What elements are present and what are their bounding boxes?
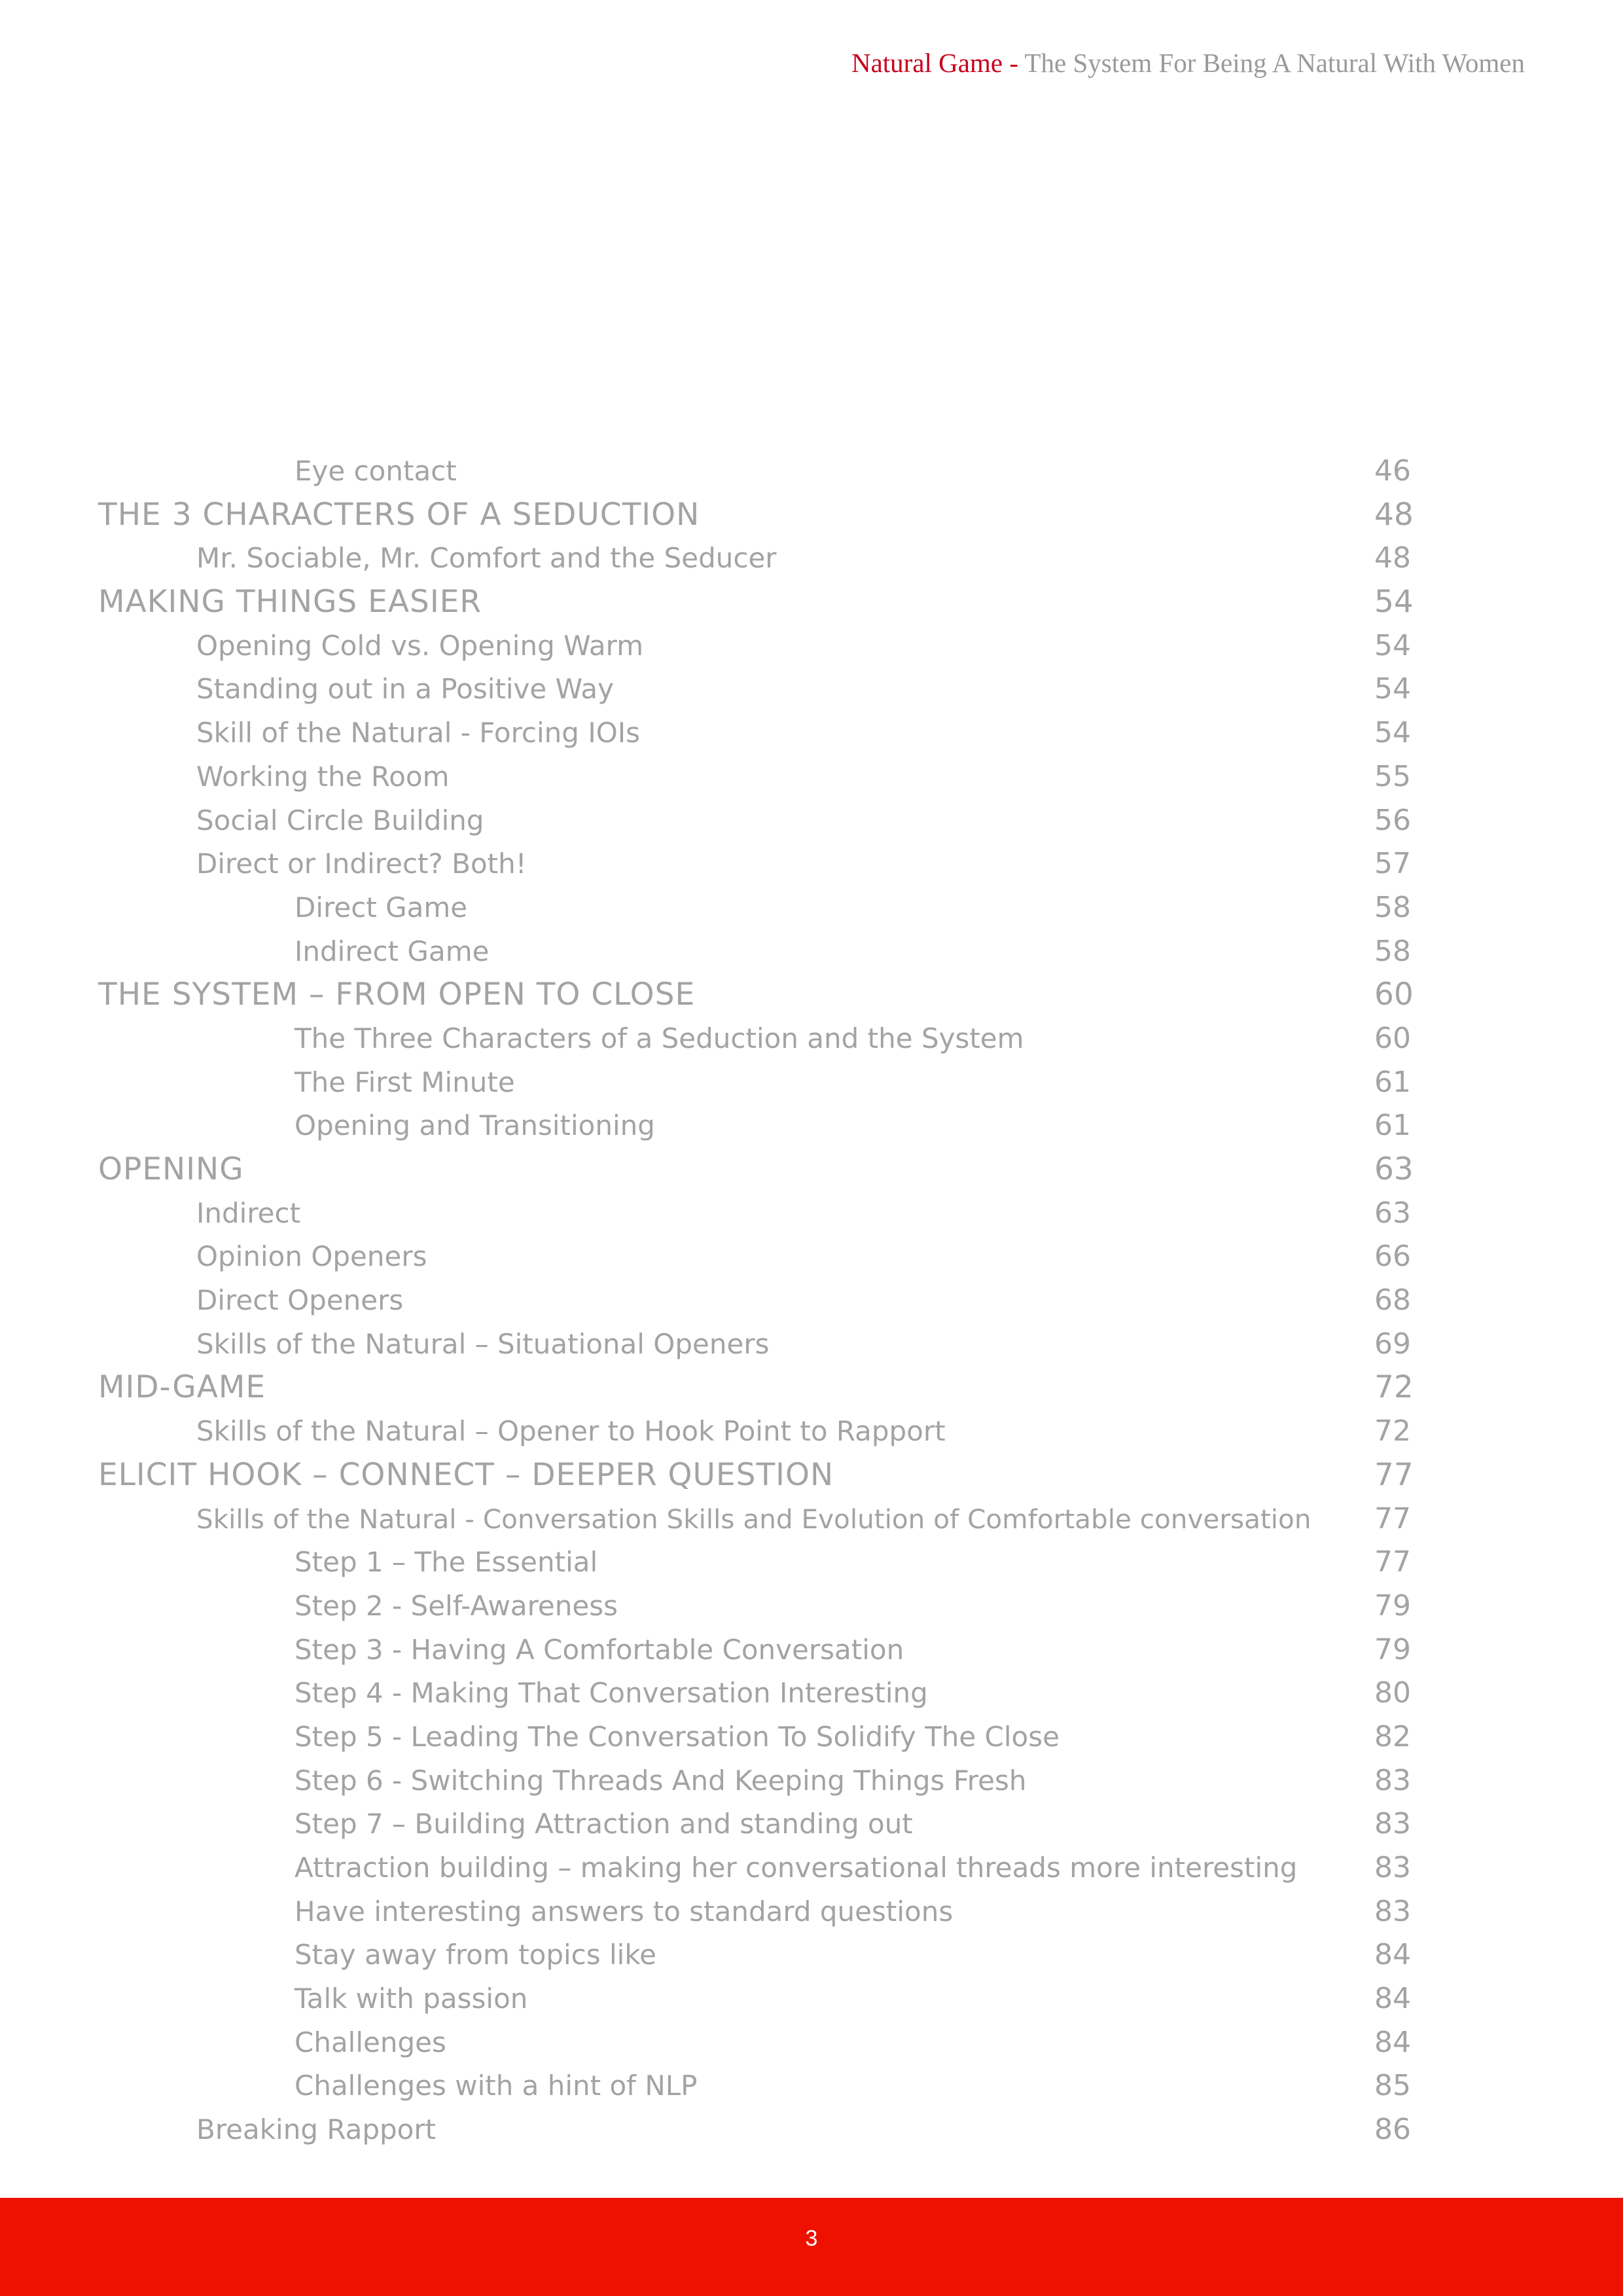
toc-entry-page: 83 [1374,1763,1411,1797]
running-header [851,45,1525,81]
toc-entry-page: 54 [1374,628,1411,662]
toc-entry[interactable] [98,581,1420,624]
toc-entry[interactable] [98,711,1420,755]
toc-entry-title: Breaking Rapport [196,2113,437,2146]
toc-entry-title: Step 4 - Making That Conversation Interesting [294,1677,928,1710]
toc-entry-page: 77 [1374,1545,1411,1579]
toc-entry-page: 69 [1374,1327,1411,1361]
toc-entry-title: Step 3 - Having A Comfortable Conversation [294,1633,904,1666]
toc-entry[interactable] [98,2108,1420,2152]
toc-entry-page: 80 [1374,1676,1411,1710]
toc-entry-page: 79 [1374,1588,1411,1623]
toc-entry[interactable] [98,624,1420,668]
toc-entry-title: Skills of the Natural – Opener to Hook Point to Rapport [196,1415,946,1448]
toc-entry-page: 68 [1374,1283,1411,1318]
toc-entry-page: 77 [1374,1456,1414,1493]
toc-entry-title: Step 7 – Building Attraction and standing out [294,1808,913,1840]
toc-entry[interactable] [98,1977,1420,2021]
toc-entry-page: 72 [1374,1369,1414,1406]
toc-entry-page: 61 [1374,1065,1411,1099]
toc-entry-title: MAKING THINGS EASIER [98,584,482,620]
toc-entry[interactable] [98,1454,1420,1498]
toc-entry-title: Step 1 – The Essential [294,1546,598,1579]
toc-entry-page: 84 [1374,1982,1411,2016]
toc-entry-page: 83 [1374,1851,1411,1884]
toc-entry-page: 72 [1374,1414,1411,1448]
toc-entry[interactable] [98,1541,1420,1585]
toc-entry-title: Eye contact [294,455,457,487]
toc-entry[interactable] [98,1192,1420,1236]
toc-entry-title: Standing out in a Positive Way [196,673,614,706]
toc-entry-page: 48 [1374,541,1411,575]
table-of-contents [98,450,1420,2152]
toc-entry-title: Social Circle Building [196,804,484,836]
toc-entry-page: 84 [1374,2025,1411,2059]
toc-entry[interactable] [98,1846,1420,1890]
toc-entry[interactable] [98,930,1420,974]
toc-entry-title: Skills of the Natural - Conversation Skills and Evolution of Comfortable conversation [196,1503,1311,1535]
toc-entry-title: Mr. Sociable, Mr. Comfort and the Seducer [196,542,777,575]
toc-entry-title: ELICIT HOOK – CONNECT – DEEPER QUESTION [98,1456,834,1493]
toc-entry[interactable] [98,537,1420,581]
toc-entry-page: 58 [1374,890,1411,924]
toc-entry-title: Step 5 - Leading The Conversation To Solidify The Close [294,1720,1060,1753]
toc-entry-page: 54 [1374,672,1411,706]
toc-entry-page: 83 [1374,1894,1411,1928]
toc-entry[interactable] [98,1715,1420,1759]
toc-entry-page: 82 [1374,1719,1411,1753]
toc-entry-title: Challenges with a hint of NLP [294,2070,698,2102]
toc-entry-title: The Three Characters of a Seduction and the System [294,1022,1024,1054]
footer-bar [0,2198,1623,2296]
toc-entry[interactable] [98,1628,1420,1672]
toc-entry-page: 66 [1374,1240,1411,1274]
toc-entry-title: THE SYSTEM – FROM OPEN TO CLOSE [98,977,696,1013]
toc-entry-title: Step 2 - Self-Awareness [294,1589,618,1622]
toc-entry-title: THE 3 CHARACTERS OF A SEDUCTION [98,496,700,533]
toc-entry-title: Stay away from topics like [294,1939,657,1971]
toc-entry-page: 79 [1374,1632,1411,1666]
toc-entry-page: 54 [1374,716,1411,750]
toc-entry-title: Working the Room [196,760,450,793]
toc-entry[interactable] [98,2064,1420,2108]
toc-entry[interactable] [98,1803,1420,1846]
toc-entry[interactable] [98,1061,1420,1105]
toc-entry[interactable] [98,842,1420,886]
toc-entry[interactable] [98,1890,1420,1934]
toc-entry-title: MID-GAME [98,1369,266,1406]
toc-entry-title: Direct or Indirect? Both! [196,848,527,880]
header-separator: - [1003,48,1025,78]
toc-entry[interactable] [98,1410,1420,1454]
toc-entry[interactable] [98,755,1420,799]
toc-entry-title: Step 6 - Switching Threads And Keeping Things Fresh [294,1764,1027,1797]
toc-entry-title: OPENING [98,1151,244,1187]
toc-entry[interactable] [98,1672,1420,1715]
toc-entry[interactable] [98,1017,1420,1061]
toc-entry-title: Have interesting answers to standard questions [294,1895,954,1928]
toc-entry-title: Talk with passion [294,1982,528,2015]
toc-entry[interactable] [98,1235,1420,1279]
toc-entry[interactable] [98,1366,1420,1410]
toc-entry-title: Indirect [196,1196,301,1229]
toc-entry-title: Skills of the Natural – Situational Openers [196,1327,770,1360]
toc-entry-title: Skill of the Natural - Forcing IOIs [196,717,641,749]
toc-entry-page: 60 [1374,977,1414,1013]
toc-entry[interactable] [98,668,1420,711]
toc-entry-page: 84 [1374,1938,1411,1972]
toc-entry[interactable] [98,1585,1420,1628]
toc-entry[interactable] [98,973,1420,1017]
toc-entry[interactable] [98,1759,1420,1803]
toc-entry-title: Opening Cold vs. Opening Warm [196,629,644,662]
toc-entry[interactable] [98,799,1420,843]
toc-entry-title: The First Minute [294,1066,515,1098]
toc-entry-page: 77 [1374,1501,1411,1535]
toc-entry[interactable] [98,1104,1420,1148]
toc-entry-page: 57 [1374,847,1411,881]
toc-entry[interactable] [98,2021,1420,2065]
toc-entry-title: Direct Game [294,891,468,924]
toc-entry-title: Opinion Openers [196,1240,427,1273]
toc-entry-title: Direct Openers [196,1284,404,1317]
toc-entry-title: Indirect Game [294,935,490,967]
header-subtitle: The System For Being A Natural With Women [1024,48,1525,78]
toc-entry-page: 54 [1374,584,1414,620]
toc-entry-page: 61 [1374,1109,1411,1143]
toc-entry[interactable] [98,1323,1420,1367]
toc-entry[interactable] [98,1498,1420,1541]
toc-entry-title: Opening and Transitioning [294,1109,655,1142]
toc-entry-page: 48 [1374,496,1414,533]
toc-entry-page: 46 [1374,454,1411,488]
toc-entry-page: 56 [1374,803,1411,837]
toc-entry[interactable] [98,493,1420,537]
toc-entry-title: Challenges [294,2026,446,2058]
toc-entry[interactable] [98,1933,1420,1977]
toc-entry-page: 85 [1374,2069,1411,2103]
toc-entry-page: 63 [1374,1196,1411,1230]
toc-entry-title: Attraction building – making her conversational threads more interesting [294,1852,1298,1884]
toc-entry-page: 83 [1374,1807,1411,1841]
toc-entry-page: 63 [1374,1151,1414,1187]
toc-entry[interactable] [98,450,1420,493]
header-brand: Natural Game [851,48,1003,78]
toc-entry-page: 86 [1374,2113,1411,2147]
toc-entry[interactable] [98,1279,1420,1323]
toc-entry-page: 58 [1374,934,1411,968]
toc-entry-page: 55 [1374,759,1411,793]
toc-entry[interactable] [98,1148,1420,1192]
toc-entry[interactable] [98,886,1420,930]
toc-entry-page: 60 [1374,1021,1411,1055]
page-number: 3 [805,2226,818,2251]
